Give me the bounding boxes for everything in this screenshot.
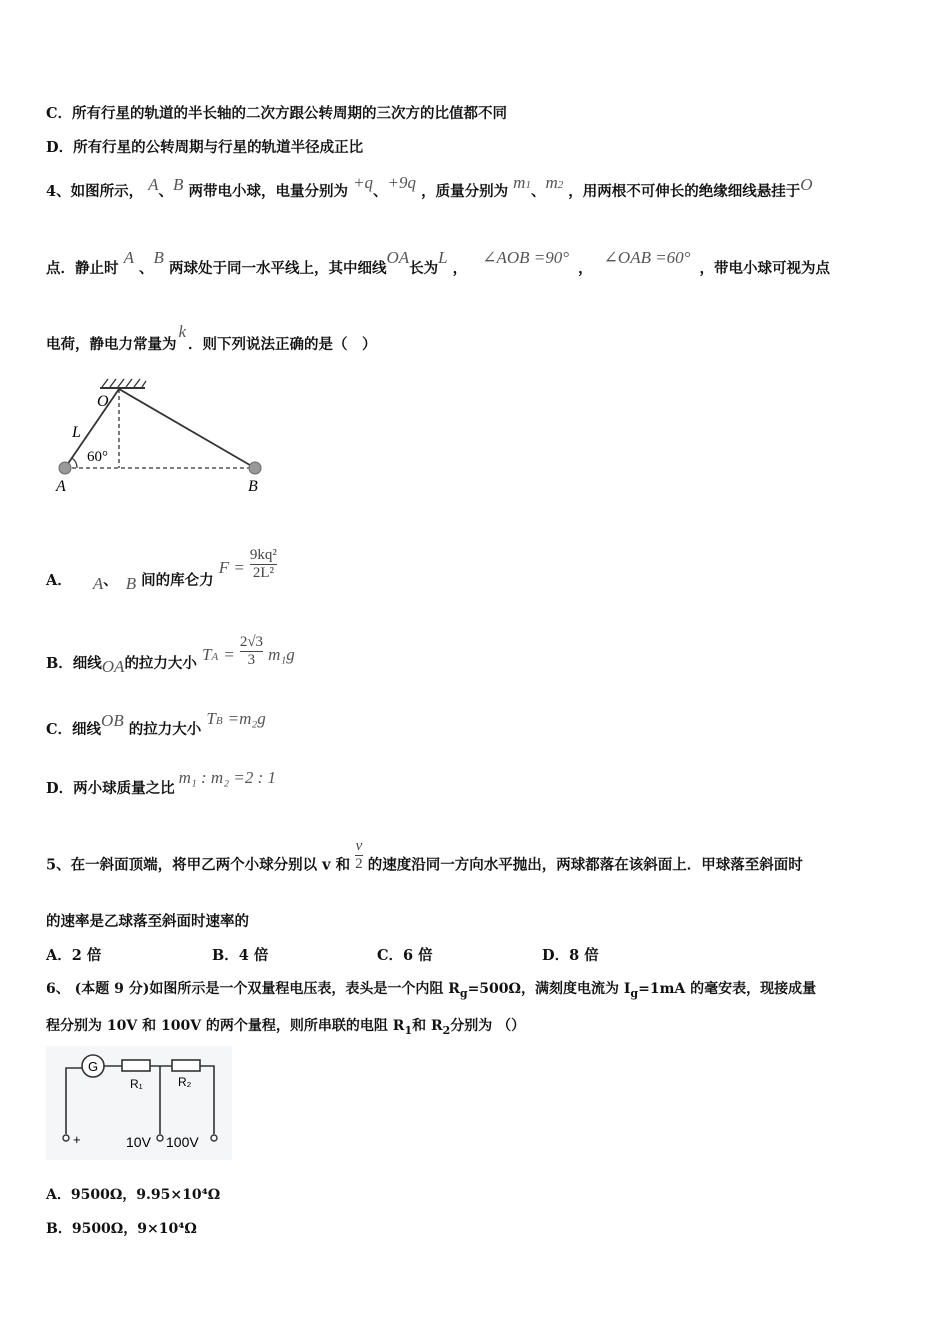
q6-circuit-figure bbox=[46, 1046, 232, 1160]
q5-option-a: A．2 倍 bbox=[46, 947, 102, 964]
numerator: 9kq² bbox=[249, 547, 277, 563]
q4-stem-line1 bbox=[46, 173, 813, 201]
ball-b bbox=[249, 462, 261, 474]
math-oa: OA bbox=[386, 248, 410, 267]
q3-option-d: D．所有行星的公转周期与行星的轨道半径成正比 bbox=[46, 139, 364, 156]
subscript: g bbox=[630, 986, 639, 1000]
fraction-v-half bbox=[355, 838, 363, 873]
terminal-plus bbox=[63, 1135, 69, 1141]
option-label: D．两小球质量之比 bbox=[46, 780, 175, 797]
text: 分别为 （） bbox=[450, 1018, 526, 1034]
text: 6、 (本题 9 分)如图所示是一个双量程电压表，表头是一个内阻 R bbox=[46, 981, 460, 997]
math-f: F = bbox=[218, 557, 245, 577]
math-m1: m1 bbox=[513, 173, 531, 192]
denominator: 2 bbox=[355, 856, 363, 872]
terminal-10v bbox=[157, 1135, 163, 1141]
math-m2: m2 bbox=[545, 173, 564, 192]
text: =500Ω，满刻度电流为 I bbox=[467, 981, 631, 997]
ceiling-hatch bbox=[102, 379, 146, 387]
q4-stem-line2 bbox=[46, 248, 831, 278]
text: ，用两根不可伸长的绝缘细线悬挂于 bbox=[568, 183, 801, 200]
q4-option-c bbox=[46, 709, 266, 739]
text: ， bbox=[452, 260, 468, 277]
math-ob: OB bbox=[101, 711, 124, 730]
resistor-r1 bbox=[122, 1060, 150, 1071]
math-a: A bbox=[148, 175, 159, 194]
label-10v: 10V bbox=[126, 1134, 151, 1150]
option-label: C．细线 bbox=[46, 721, 102, 738]
q5-option-b: B．4 倍 bbox=[212, 947, 269, 964]
q5-option-d: D．8 倍 bbox=[542, 947, 599, 964]
math-a: A bbox=[123, 248, 134, 267]
text: 5、在一斜面顶端，将甲乙两个小球分别以 v 和 bbox=[46, 856, 351, 874]
text: 的速度沿同一方向水平抛出，两球都落在该斜面上．甲球落至斜面时 bbox=[367, 856, 803, 874]
label-l: L bbox=[72, 424, 81, 441]
math-b: B bbox=[173, 175, 184, 194]
text: =1mA 的毫安表，现接成量 bbox=[638, 981, 817, 997]
text: ，质量分别为 bbox=[421, 183, 509, 200]
q6-stem-line2 bbox=[46, 1015, 525, 1037]
subscript: 2 bbox=[442, 1023, 451, 1037]
option-label: B．细线 bbox=[46, 654, 102, 672]
label-r2: R₂ bbox=[178, 1075, 192, 1089]
math-q1: +q bbox=[353, 173, 374, 192]
text: 点．静止时 bbox=[46, 260, 119, 277]
label-100v: 100V bbox=[166, 1134, 199, 1150]
math-ta: TA bbox=[202, 644, 219, 664]
math-mass-ratio: m₁ : m₂ =2 : 1 bbox=[178, 768, 276, 787]
q4-option-a bbox=[46, 543, 277, 593]
q4-stem-line3 bbox=[46, 322, 377, 354]
q6-option-a: A．9500Ω，9.95×10⁴Ω bbox=[46, 1187, 221, 1203]
text: 、 bbox=[373, 183, 388, 200]
q4-option-d bbox=[46, 768, 276, 798]
math-k: k bbox=[178, 322, 187, 341]
text: 和 R bbox=[412, 1018, 443, 1034]
math-angle-oab: ∠OAB =60° bbox=[603, 248, 691, 267]
thread-ob bbox=[119, 389, 255, 468]
math-b: B bbox=[153, 248, 164, 267]
angle-arc bbox=[72, 458, 77, 468]
math-a: A bbox=[92, 573, 104, 593]
text: 两球处于同一水平线上，其中细线 bbox=[168, 260, 387, 277]
text: 间的库仑力 bbox=[141, 571, 214, 589]
math-q2: +9q bbox=[387, 173, 417, 192]
subscript: 1 bbox=[404, 1023, 413, 1037]
math-oa: OA bbox=[101, 656, 125, 676]
label-o: O bbox=[97, 393, 109, 410]
math-eq: = bbox=[223, 644, 235, 664]
math-b: B bbox=[125, 573, 137, 593]
text: 、 bbox=[103, 571, 118, 589]
denominator: 3 bbox=[240, 651, 263, 669]
math-o: O bbox=[800, 175, 813, 194]
q4-figure bbox=[50, 375, 280, 500]
text: 、 bbox=[139, 260, 154, 277]
math-l: L bbox=[438, 248, 448, 267]
text: 的拉力大小 bbox=[124, 654, 197, 672]
label-r1: R₁ bbox=[130, 1077, 143, 1091]
q3-option-c: C．所有行星的轨道的半长轴的二次方跟公转周期的三次方的比值都不同 bbox=[46, 105, 508, 122]
text: ， bbox=[578, 260, 593, 277]
numerator: v bbox=[355, 838, 363, 854]
q6-stem-line1 bbox=[46, 978, 816, 1000]
terminal-100v bbox=[211, 1135, 217, 1141]
q5-stem-line2: 的速率是乙球落至斜面时速率的 bbox=[46, 913, 249, 930]
math-angle-aob: ∠AOB =90° bbox=[482, 248, 570, 267]
q6-option-b: B．9500Ω，9×10⁴Ω bbox=[46, 1221, 197, 1237]
fraction-coulomb bbox=[250, 547, 277, 582]
math-eq: =m₂g bbox=[227, 709, 266, 728]
text: 、 bbox=[158, 183, 174, 200]
text: 的拉力大小 bbox=[128, 721, 202, 738]
math-tb: TB bbox=[206, 709, 223, 728]
text: ，带电小球可视为点 bbox=[699, 260, 831, 277]
q5-stem-line1 bbox=[46, 838, 803, 883]
label-plus: + bbox=[73, 1132, 81, 1147]
denominator: 2L² bbox=[250, 564, 277, 582]
numerator: 2√3 bbox=[239, 634, 264, 650]
subscript: g bbox=[459, 986, 468, 1000]
fraction-tension bbox=[240, 634, 263, 669]
text: 长为 bbox=[409, 260, 439, 277]
text: 电荷，静电力常量为 bbox=[46, 336, 177, 353]
text: 4、如图所示， bbox=[46, 183, 144, 200]
resistor-r2 bbox=[172, 1060, 200, 1071]
text: 程分别为 10V 和 100V 的两个量程，则所串联的电阻 R bbox=[46, 1018, 405, 1034]
label-a: A bbox=[56, 478, 66, 495]
q5-option-c: C．6 倍 bbox=[377, 947, 433, 964]
q4-option-b bbox=[46, 626, 295, 676]
label-angle: 60° bbox=[87, 449, 108, 465]
text: ．则下列说法正确的是（ ） bbox=[188, 336, 377, 353]
math-m1g: m₁g bbox=[268, 644, 295, 664]
label-b: B bbox=[248, 478, 258, 495]
option-label: A． bbox=[46, 571, 72, 589]
text: 、 bbox=[530, 183, 546, 200]
ball-a bbox=[59, 462, 71, 474]
label-g: G bbox=[88, 1059, 99, 1074]
text: 两带电小球，电量分别为 bbox=[188, 183, 348, 200]
